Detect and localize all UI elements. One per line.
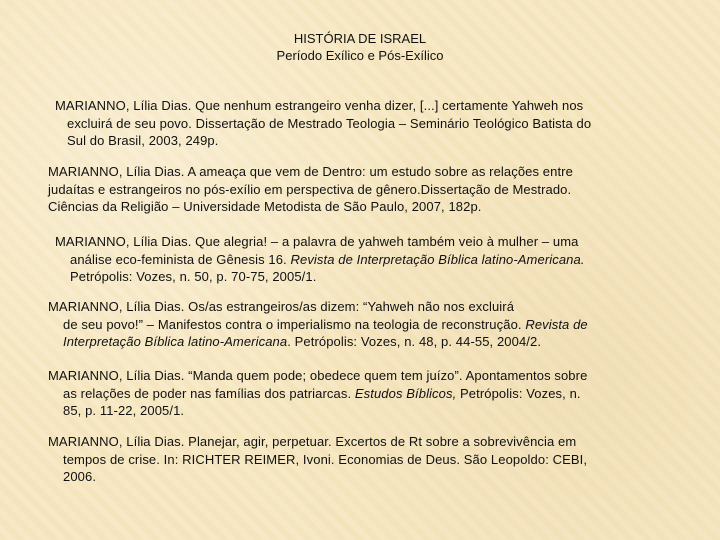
reference-2-line-1: MARIANNO, Lília Dias. A ameaça que vem de Dentro: um estudo sobre as relações entre bbox=[48, 164, 573, 179]
reference-1-line-2: excluirá de seu povo. Dissertação de Mestrado Teologia – Seminário Teológico Batista do bbox=[67, 115, 592, 131]
reference-4 bbox=[48, 298, 588, 351]
reference-5-line-2 bbox=[48, 385, 587, 403]
reference-3-line-3: Petrópolis: Vozes, n. 50, p. 70-75, 2005/1. bbox=[70, 269, 317, 284]
title-line-2: Período Exílico e Pós-Exílico bbox=[276, 48, 444, 63]
reference-2-line-2: judaítas e estrangeiros no pós-exílio em perspectiva de gênero.Dissertação de Mestrado. bbox=[48, 181, 572, 197]
title-line-1: HISTÓRIA DE ISRAEL bbox=[293, 31, 427, 46]
reference-6-line-1: MARIANNO, Lília Dias. Planejar, agir, perpetuar. Excertos de Rt sobre a sobrevivência em bbox=[48, 434, 577, 449]
reference-2-line-3: Ciências da Religião – Universidade Metodista de São Paulo, 2007, 182p. bbox=[48, 199, 482, 214]
reference-5-line-1: MARIANNO, Lília Dias. “Manda quem pode; obedece quem tem juízo”. Apontamentos sobre bbox=[48, 368, 588, 383]
reference-4-line-3 bbox=[48, 333, 588, 351]
reference-3-journal-title: Revista de Interpretação Bíblica latino-Americana. bbox=[290, 251, 585, 267]
reference-3 bbox=[55, 233, 585, 286]
reference-3-line-2-text: análise eco-feminista de Gênesis 16. bbox=[70, 251, 291, 267]
reference-5-line-2-tail: Petrópolis: Vozes, n. bbox=[456, 385, 581, 401]
reference-5-journal-title: Estudos Bíblicos, bbox=[354, 385, 457, 401]
reference-5-line-2-text: as relações de poder nas famílias dos patriarcas. bbox=[63, 385, 355, 401]
reference-4-line-2-text: de seu povo!” – Manifestos contra o imperialismo na teologia de reconstrução. bbox=[63, 316, 526, 332]
reference-1 bbox=[55, 97, 591, 150]
reference-6-line-2: tempos de crise. In: RICHTER REIMER, Ivoni. Economias de Deus. São Leopoldo: CEBI, bbox=[63, 451, 588, 467]
reference-5 bbox=[48, 367, 587, 420]
reference-1-line-1: MARIANNO, Lília Dias. Que nenhum estrangeiro venha dizer, [...] certamente Yahweh nos bbox=[55, 98, 584, 113]
reference-3-line-1: MARIANNO, Lília Dias. Que alegria! – a palavra de yahweh também veio à mulher – uma bbox=[55, 234, 579, 249]
reference-2 bbox=[48, 163, 573, 216]
reference-3-line-2 bbox=[55, 251, 585, 269]
reference-6-line-3: 2006. bbox=[63, 469, 97, 484]
slide-title bbox=[0, 30, 720, 64]
reference-4-line-2 bbox=[48, 316, 588, 334]
reference-4-journal-title-start: Revista de bbox=[525, 316, 588, 332]
reference-4-journal-title-end: Interpretação Bíblica latino-Americana bbox=[63, 334, 288, 349]
reference-5-line-3: 85, p. 11-22, 2005/1. bbox=[63, 403, 185, 418]
reference-1-line-3: Sul do Brasil, 2003, 249p. bbox=[67, 133, 219, 148]
reference-4-line-1: MARIANNO, Lília Dias. Os/as estrangeiros/as dizem: “Yahweh não nos excluirá bbox=[48, 299, 515, 314]
reference-6 bbox=[48, 433, 587, 486]
reference-4-line-3-text: . Petrópolis: Vozes, n. 48, p. 44-55, 2004/2. bbox=[287, 334, 542, 349]
